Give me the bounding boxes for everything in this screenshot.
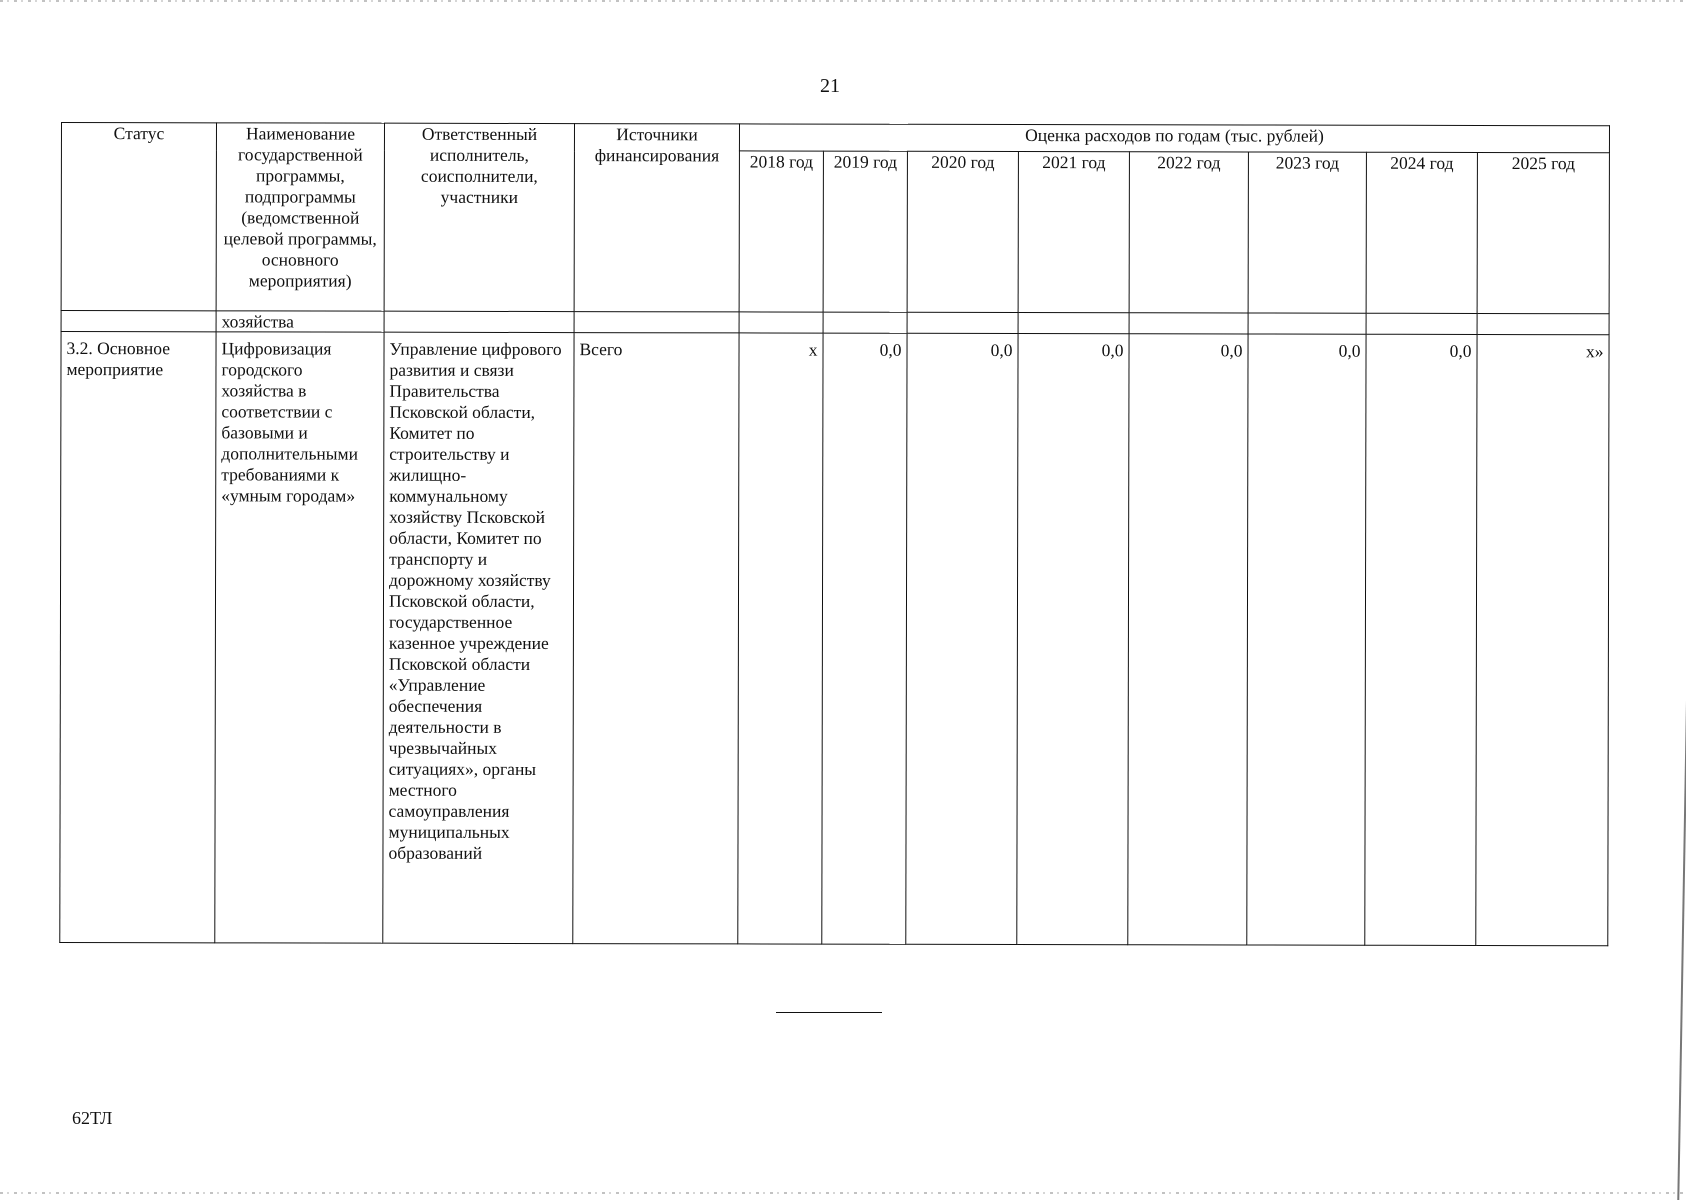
row-status-cell: 3.2. Основное мероприятие (60, 332, 216, 943)
table-row (60, 332, 1609, 946)
table-cell (739, 312, 823, 333)
value-2024-cell: 0,0 (1365, 334, 1477, 945)
header-year-2022: 2022 год (1129, 152, 1248, 313)
table-cell (574, 312, 739, 333)
row-name-cell: Цифровизация городского хозяйства в соответствии с базовыми и дополнительными требованиями к «умным городам» (215, 332, 384, 943)
table-cell (1248, 313, 1366, 334)
row-source-cell: Всего (573, 333, 739, 944)
header-year-2023: 2023 год (1248, 152, 1366, 313)
header-expenses-group: Оценка расходов по годам (тыс. рублей) (739, 124, 1609, 153)
continuation-name-cell: хозяйства (216, 311, 384, 332)
table-cell (1018, 313, 1129, 334)
value-2023-cell: 0,0 (1247, 334, 1366, 945)
expenses-table (59, 122, 1610, 946)
header-year-2024: 2024 год (1366, 152, 1477, 313)
continuation-row (61, 311, 1609, 335)
table-cell (61, 311, 216, 332)
header-year-2019: 2019 год (823, 151, 907, 312)
footer-code: 62ТЛ (72, 1108, 113, 1128)
table-cell (1477, 313, 1609, 334)
row-responsible-cell: Управление цифрового развития и связи Правительства Псковской области, Комитет по строительству и жилищно-коммунальному хозяйству Псковской области, Комитет по транспорту и дорожному хозяйству Псковской области, государственное казенное учреждение Псковской области «Управление обеспечения деятельности в чрезвычайных ситуациях», органы местного самоуправления муниципальных образований (383, 332, 574, 943)
header-program-name: Наименование государственной программы, подпрограммы (ведомственной целевой программы, основного мероприятия) (216, 123, 384, 311)
scan-edge-bottom (0, 1192, 1686, 1194)
value-2025-cell: х» (1476, 334, 1609, 945)
table-cell (1366, 313, 1477, 334)
value-2020-cell: 0,0 (906, 333, 1018, 944)
value-2018-cell: х (738, 333, 823, 944)
scan-edge-top (0, 0, 1686, 2)
table-cell (1129, 313, 1248, 334)
header-year-2021: 2021 год (1018, 152, 1129, 313)
table-cell (823, 312, 907, 333)
value-2022-cell: 0,0 (1128, 334, 1248, 945)
table-cell (907, 312, 1018, 333)
header-year-2018: 2018 год (739, 151, 823, 312)
header-status: Статус (61, 123, 216, 311)
header-year-2020: 2020 год (907, 151, 1018, 312)
scan-edge-right (1677, 430, 1686, 1200)
table-cell (384, 311, 574, 332)
value-2019-cell: 0,0 (822, 333, 907, 944)
page-number: 21 (820, 75, 840, 97)
footer-divider (776, 1012, 882, 1013)
header-responsible: Ответственный исполнитель, соисполнители, участники (384, 123, 574, 311)
header-funding-sources: Источники финансирования (574, 124, 739, 312)
value-2021-cell: 0,0 (1017, 334, 1129, 945)
header-year-2025: 2025 год (1477, 152, 1609, 313)
